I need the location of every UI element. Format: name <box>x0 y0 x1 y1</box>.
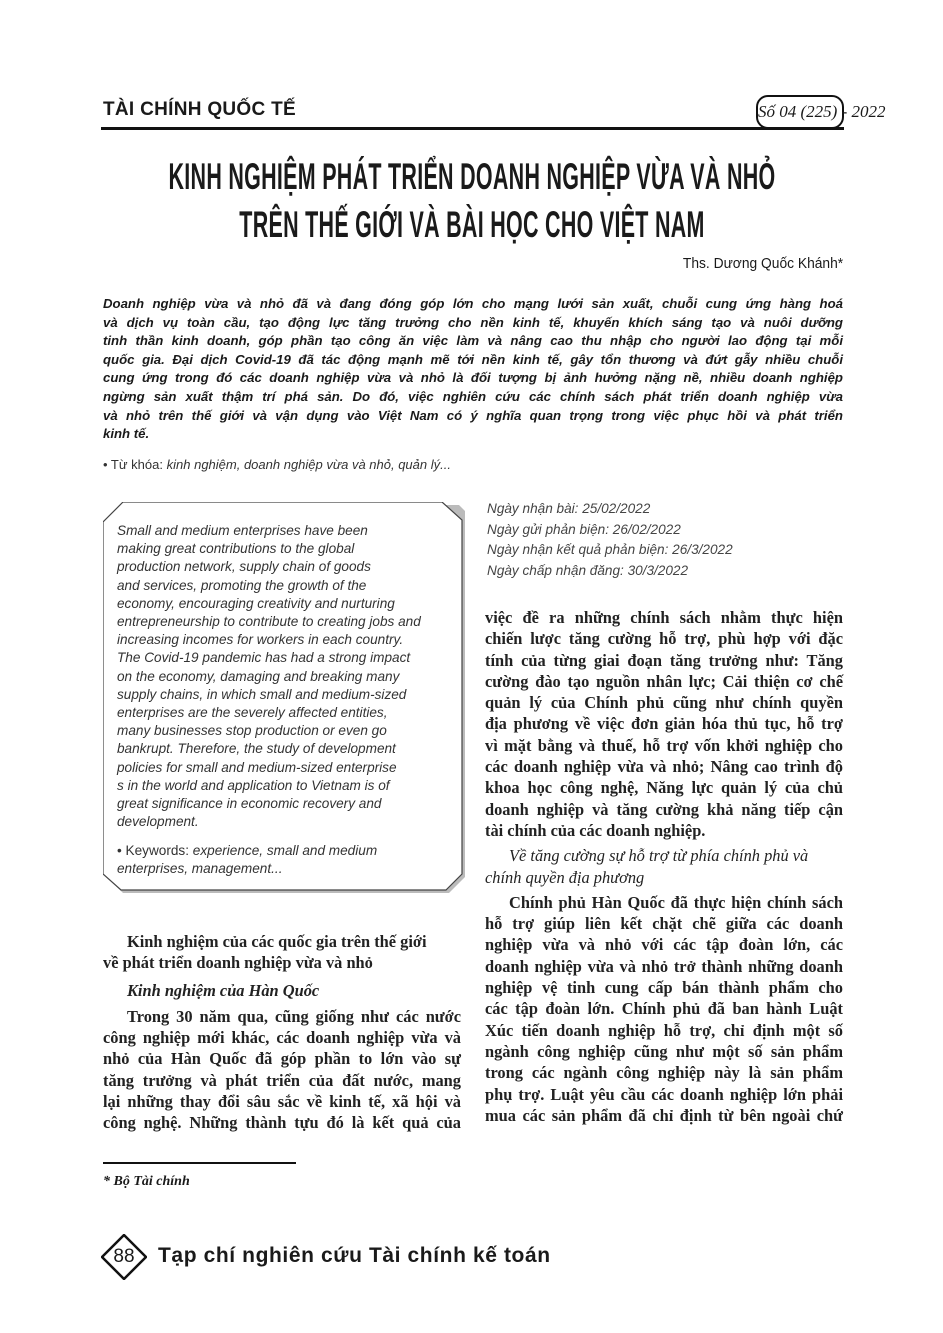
abstract-vietnamese <box>103 295 843 444</box>
body-line: việc đề ra những chính sách nhằm thực hiện <box>485 608 843 627</box>
english-abstract-line: Small and medium enterprises have been <box>117 523 368 538</box>
body-line: hỗ trợ giúp liên kết chặt chẽ giữa các doanh <box>485 914 843 934</box>
body-line: công nghệ. Những thành tựu đó là kết quả của <box>103 1113 461 1133</box>
author: Ths. Dương Quốc Khánh* <box>682 255 843 272</box>
keywords-value: enterprises, management... <box>117 861 283 877</box>
subheading-line: chính quyền địa phương <box>485 867 645 887</box>
body-line: khoa học công nghệ, Năng lực quản lý của chủ <box>485 778 843 798</box>
body-line: trong các ngành công nghiệp này là sản phẩm <box>485 1063 843 1083</box>
abstract-line: cung ứng trong đó các doanh nghiệp vừa và nhỏ là đối tượng bị ảnh hưởng nặng nề, nhiều doanh nghiệp <box>103 370 843 386</box>
keywords-value: experience, small and medium <box>192 843 378 858</box>
article-title-line-2: TRÊN THẾ GIỚI VÀ BÀI HỌC CHO VIỆT NAM <box>238 204 705 245</box>
english-abstract-line: s in the world and application to Vietnam is of <box>117 777 390 793</box>
body-line: doanh nghiệp vừa và nhỏ trở thành những doanh <box>485 956 843 976</box>
english-abstract-line: many businesses stop production or even go <box>117 723 387 739</box>
right-column <box>485 607 843 1126</box>
body-line: địa phương về việc đơn giản hóa thủ tục, hỗ trợ <box>485 714 843 734</box>
page-number: 88 <box>113 1246 135 1267</box>
body-line: tài chính của các doanh nghiệp. <box>485 820 706 840</box>
english-abstract-line: enterprises are the severely affected entities, <box>117 705 388 721</box>
abstract-line: tinh thần kinh doanh, góp phần tạo công ăn việc làm và nâng cao thu nhập cho người lao động tại mỗi <box>103 333 843 349</box>
body-line: Xúc tiến doanh nghiệp hỗ trợ, chỉ định một số <box>485 1020 843 1040</box>
abstract-line: Doanh nghiệp vừa và nhỏ đã và đang đóng góp lớn cho mạng lưới sản xuất, chuỗi cung ứng hàng hoá <box>103 296 843 311</box>
keywords-value: kinh nghiệm, doanh nghiệp vừa và nhỏ, quản lý... <box>166 457 451 472</box>
keywords-label: • Keywords: <box>117 843 189 858</box>
english-abstract-line: bankrupt. Therefore, the study of development <box>117 741 396 757</box>
body-line: quản lý của Chính phủ cũng như chính quyền <box>485 693 843 713</box>
body-line: các doanh nghiệp vừa và nhỏ; Nâng cao trình độ <box>485 757 843 777</box>
body-line: mua các sản phẩm đã chỉ định từ bên ngoài chứ <box>485 1105 843 1125</box>
abstract-line: và nhỏ trên thế giới và vận dụng vào Việt Nam có ý nghĩa quan trọng trong việc phục hồi và phát triển <box>103 407 843 423</box>
english-abstract-line: development. <box>117 814 199 830</box>
english-abstract-line: great significance in economic recovery and <box>117 796 382 812</box>
body-line: cường đào tạo nguồn nhân lực; Cải thiện cơ chế <box>485 671 843 691</box>
keywords-label: • Từ khóa: <box>103 457 163 472</box>
english-abstract-line: The Covid-19 pandemic has had a strong impact <box>117 650 411 666</box>
date-sent-review: Ngày gửi phản biện: 26/02/2022 <box>487 521 681 537</box>
date-review-result: Ngày nhận kết quả phản biện: 26/3/2022 <box>487 542 733 557</box>
header-divider <box>101 127 844 130</box>
body-line: nghiệp vừa và nhỏ với các tập đoàn lớn, các <box>485 935 843 955</box>
submission-dates <box>487 499 733 581</box>
body-line: lại những thay đổi sâu sắc về kinh tế, xã hội và <box>103 1092 461 1112</box>
abstract-line: và dịch vụ toàn cầu, tạo động lực tăng trưởng cho nền kinh tế, khuyến khích sáng tạo và nuôi dưỡng <box>103 314 843 330</box>
english-abstract-text <box>117 522 457 831</box>
body-line: tính của từng giai đoạn tăng trưởng như: Tăng <box>485 650 843 670</box>
body-line: chiến lược tăng cường hỗ trợ, phù hợp với đặc <box>485 629 843 649</box>
keywords-vietnamese <box>103 457 451 472</box>
section-label: TÀI CHÍNH QUỐC TẾ <box>103 99 296 120</box>
footnote: * Bộ Tài chính <box>103 1174 190 1189</box>
abstract-line: ngừng sản xuất thậm trí phá sản. Do đó, việc nghiên cứu các chính sách phát triển doanh nghiệp vừa <box>103 388 843 404</box>
english-abstract-line: production network, supply chain of goods <box>117 559 371 575</box>
abstract-line: kinh tế. <box>103 426 150 442</box>
english-abstract-line: policies for small and medium-sized enterprise <box>117 759 397 775</box>
article-title-line-1: KINH NGHIỆM PHÁT TRIỂN DOANH NGHIỆP VỪA VÀ NHỎ <box>167 156 776 197</box>
english-abstract-line: on the economy, damaging and breaking many <box>117 668 400 684</box>
left-column <box>103 931 461 1134</box>
english-abstract-line: supply chains, in which small and medium-sized <box>117 686 407 702</box>
section-heading-line: Kinh nghiệm của các quốc gia trên thế giới <box>127 932 427 951</box>
body-line: Trong 30 năm qua, cũng giống như các nước <box>127 1006 461 1026</box>
subheading-line: Về tăng cường sự hỗ trợ từ phía chính phủ và <box>509 846 809 866</box>
keywords-english <box>117 842 457 878</box>
body-line: doanh nghiệp và tăng cường khả năng tiếp cận <box>485 799 843 819</box>
body-line: vì mặt bằng và thuế, hỗ trợ vốn khởi nghiệp cho <box>485 735 843 755</box>
body-line: nhỏ của Hàn Quốc đã góp phần to lớn vào sự <box>103 1049 461 1069</box>
body-line: Chính phủ Hàn Quốc đã thực hiện chính sách <box>509 892 843 912</box>
body-line: phụ trợ. Luật yêu cầu các doanh nghiệp lớn phải <box>485 1084 843 1104</box>
body-line: các tập đoàn lớn. Chính phủ đã ban hành Luật <box>485 999 843 1019</box>
date-accepted: Ngày chấp nhận đăng: 30/3/2022 <box>487 562 689 578</box>
body-line: công nghiệp mới khác, các doanh nghiệp vừa và <box>103 1028 461 1048</box>
english-abstract-line: increasing incomes for workers in each country. <box>117 632 404 648</box>
section-heading-line: về phát triển doanh nghiệp vừa và nhỏ <box>103 953 373 973</box>
subsection-heading: Kinh nghiệm của Hàn Quốc <box>127 980 320 1000</box>
english-abstract-line: and services, promoting the growth of the <box>117 577 367 593</box>
abstract-line: quốc gia. Đại dịch Covid-19 đã tác động mạnh mẽ tới nền kinh tế, gây tổn thương và đứt gẫy nhiều chuỗi <box>103 351 843 367</box>
body-line: tăng trưởng và phát triển của đất nước, mang <box>103 1070 461 1090</box>
english-abstract-line: economy, encouraging creativity and nurturing <box>117 595 395 611</box>
footnote-divider <box>103 1162 296 1164</box>
english-abstract-box <box>103 502 462 893</box>
english-abstract-line: making great contributions to the global <box>117 541 355 557</box>
body-line: ngành công nghiệp cũng như một số sản phẩm <box>485 1041 843 1061</box>
english-abstract-line: entrepreneurship to contribute to creating jobs and <box>117 614 421 630</box>
page-number-badge <box>101 1234 147 1280</box>
issue-number-badge: Số 04 (225) - 2022 <box>756 95 844 129</box>
date-received: Ngày nhận bài: 25/02/2022 <box>487 501 651 516</box>
journal-name: Tạp chí nghiên cứu Tài chính kế toán <box>158 1244 551 1267</box>
body-line: nghiệp vệ tinh cung cấp bán thành phẩm cho <box>485 978 843 998</box>
